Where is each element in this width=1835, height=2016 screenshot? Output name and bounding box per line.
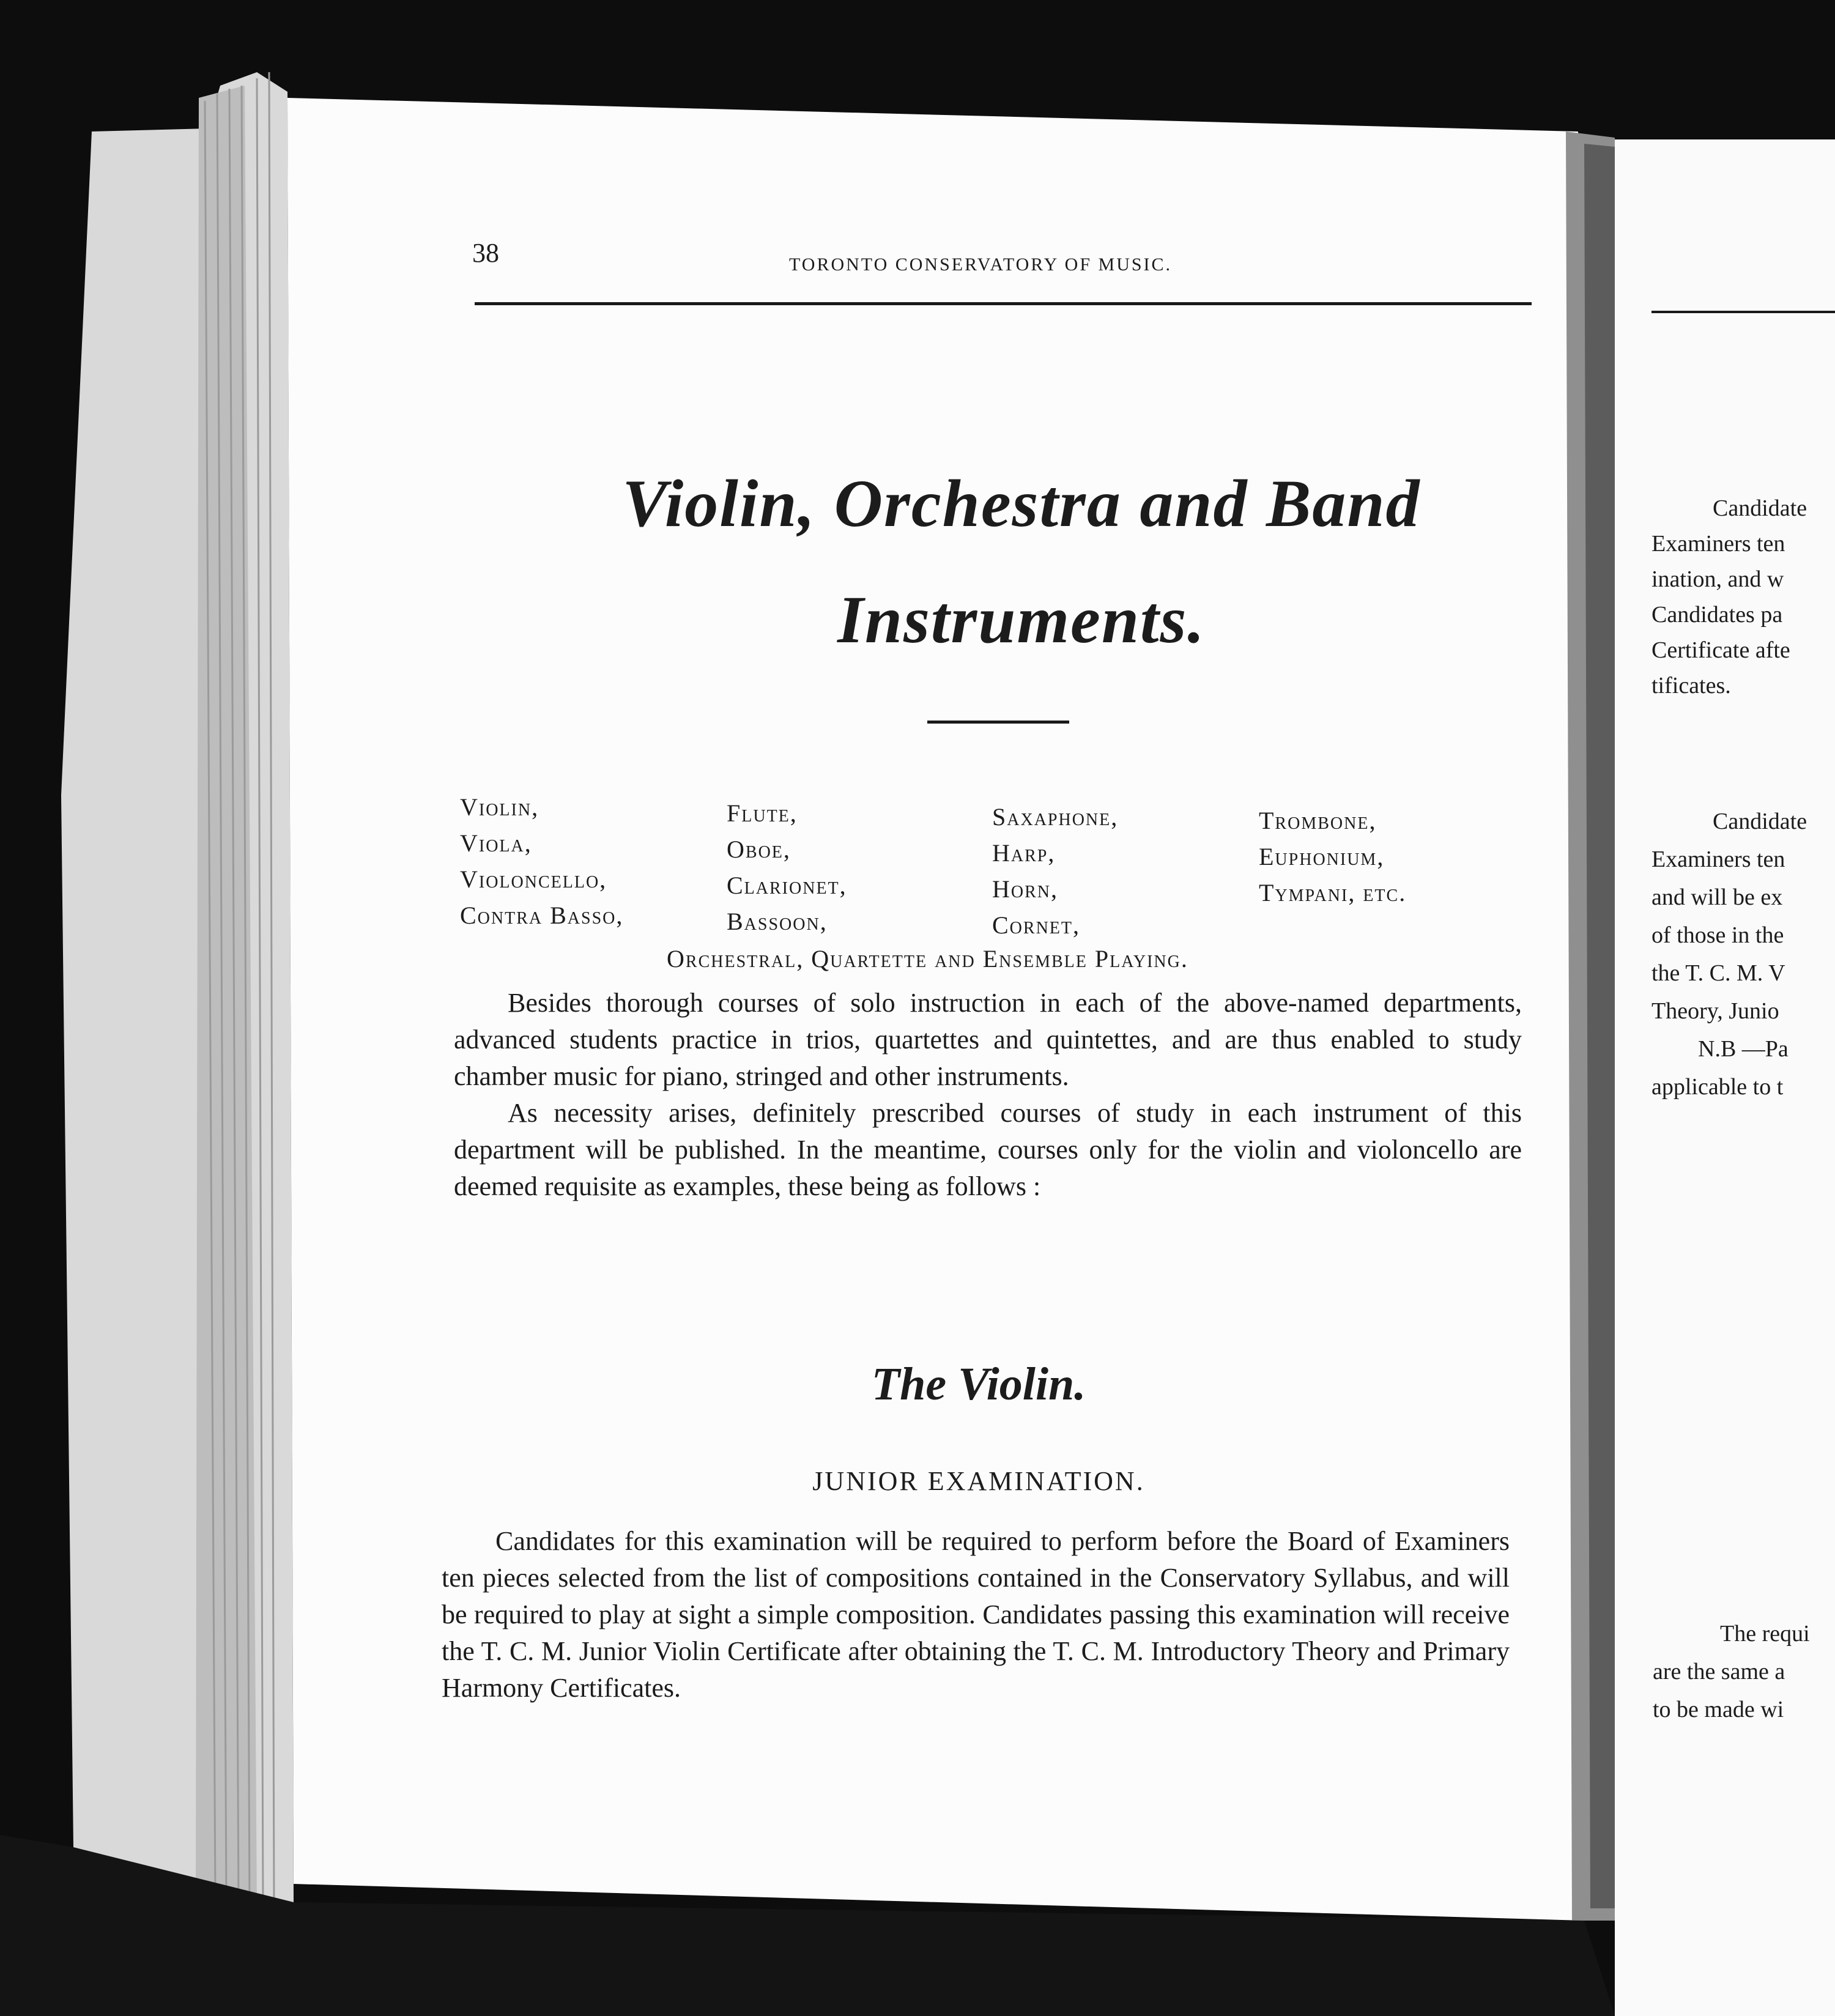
right-page-line: of those in the (1652, 922, 1784, 948)
instrument-item: Harp, (992, 839, 1056, 867)
right-page-line: applicable to t (1652, 1074, 1784, 1100)
paragraph: As necessity arises, definitely prescribed courses of study in each instrument of this department will be published. In the meantime, courses only for the violin and violoncello are deemed requisite as examples, these being as follows : (454, 1098, 1522, 1201)
right-page-line: Candidate (1713, 809, 1807, 834)
running-head: TORONTO CONSERVATORY OF MUSIC. (789, 254, 1173, 275)
header-rule (475, 302, 1532, 305)
instrument-item: Contra Basso, (460, 902, 624, 929)
instrument-item: Cornet, (992, 911, 1081, 939)
right-page-line: tificates. (1652, 673, 1731, 699)
instrument-item: Violoncello, (460, 865, 607, 893)
instrument-item: Viola, (460, 829, 532, 857)
junior-examination-heading: JUNIOR EXAMINATION. (812, 1466, 1145, 1496)
right-page-block-3 (1653, 1615, 1835, 1729)
right-page-line: N.B —Pa (1698, 1036, 1789, 1062)
right-page-rule (1652, 311, 1835, 313)
instrument-item: Oboe, (727, 836, 791, 863)
junior-examination-text (442, 1523, 1510, 1707)
right-page-line: The requi (1720, 1621, 1810, 1647)
right-page-line: Examiners ten (1652, 847, 1785, 872)
intro-text (454, 985, 1522, 1205)
instrument-column-strings (460, 789, 623, 933)
paragraph: Besides thorough courses of solo instruction in each of the above-named departments, advanced students practice in trios, quartettes and quintettes, and are thus enabled to study chamber music for piano, stringed and other instruments. (454, 988, 1522, 1091)
ensemble-line: Orchestral, Quartette and Ensemble Playing. (667, 945, 1188, 973)
instrument-column-woodwinds (727, 795, 847, 939)
right-page-line: and will be ex (1652, 884, 1783, 910)
page-number: 38 (472, 238, 499, 268)
right-page-block-1 (1652, 491, 1835, 703)
instrument-item: Clarionet, (727, 872, 847, 899)
section-title-line2: Instruments. (837, 582, 1206, 657)
instrument-item: Tympani, etc. (1259, 879, 1407, 906)
right-page-line: Candidate (1713, 495, 1807, 521)
instrument-column-brass (992, 799, 1118, 943)
instrument-item: Saxaphone, (992, 803, 1119, 831)
right-page-line: to be made wi (1653, 1697, 1784, 1722)
section-title-line1: Violin, Orchestra and Band (622, 466, 1421, 541)
right-page-line: Examiners ten (1652, 531, 1785, 557)
right-page-line: are the same a (1653, 1659, 1785, 1684)
instrument-item: Euphonium, (1259, 843, 1385, 870)
right-page-block-2 (1652, 802, 1835, 1106)
right-page-line: ination, and w (1652, 566, 1784, 592)
instrument-item: Violin, (460, 793, 539, 821)
instrument-item: Trombone, (1259, 807, 1377, 834)
instrument-column-low-brass (1259, 802, 1406, 911)
right-page-line: Theory, Junio (1652, 998, 1779, 1024)
instrument-item: Bassoon, (727, 908, 828, 935)
right-page-line: Certificate afte (1652, 637, 1790, 663)
violin-heading: The Violin. (871, 1358, 1086, 1410)
title-rule (927, 721, 1069, 724)
paragraph: Candidates for this examination will be required to perform before the Board of Examiners ten pieces selected from the list of compositions contained in the Conservatory Syllabus, and will be required to play at sight a simple composition. Candidates passing this examination will receive the T. C. M. Junior Violin Certificate after obtaining the T. C. M. Introductory Theory and Primary Harmony Certificates. (442, 1526, 1510, 1703)
right-page-line: the T. C. M. V (1652, 960, 1785, 986)
instrument-item: Flute, (727, 799, 798, 827)
book-page-stack (61, 72, 294, 1908)
instrument-item: Horn, (992, 875, 1059, 903)
right-page-line: Candidates pa (1652, 602, 1783, 628)
